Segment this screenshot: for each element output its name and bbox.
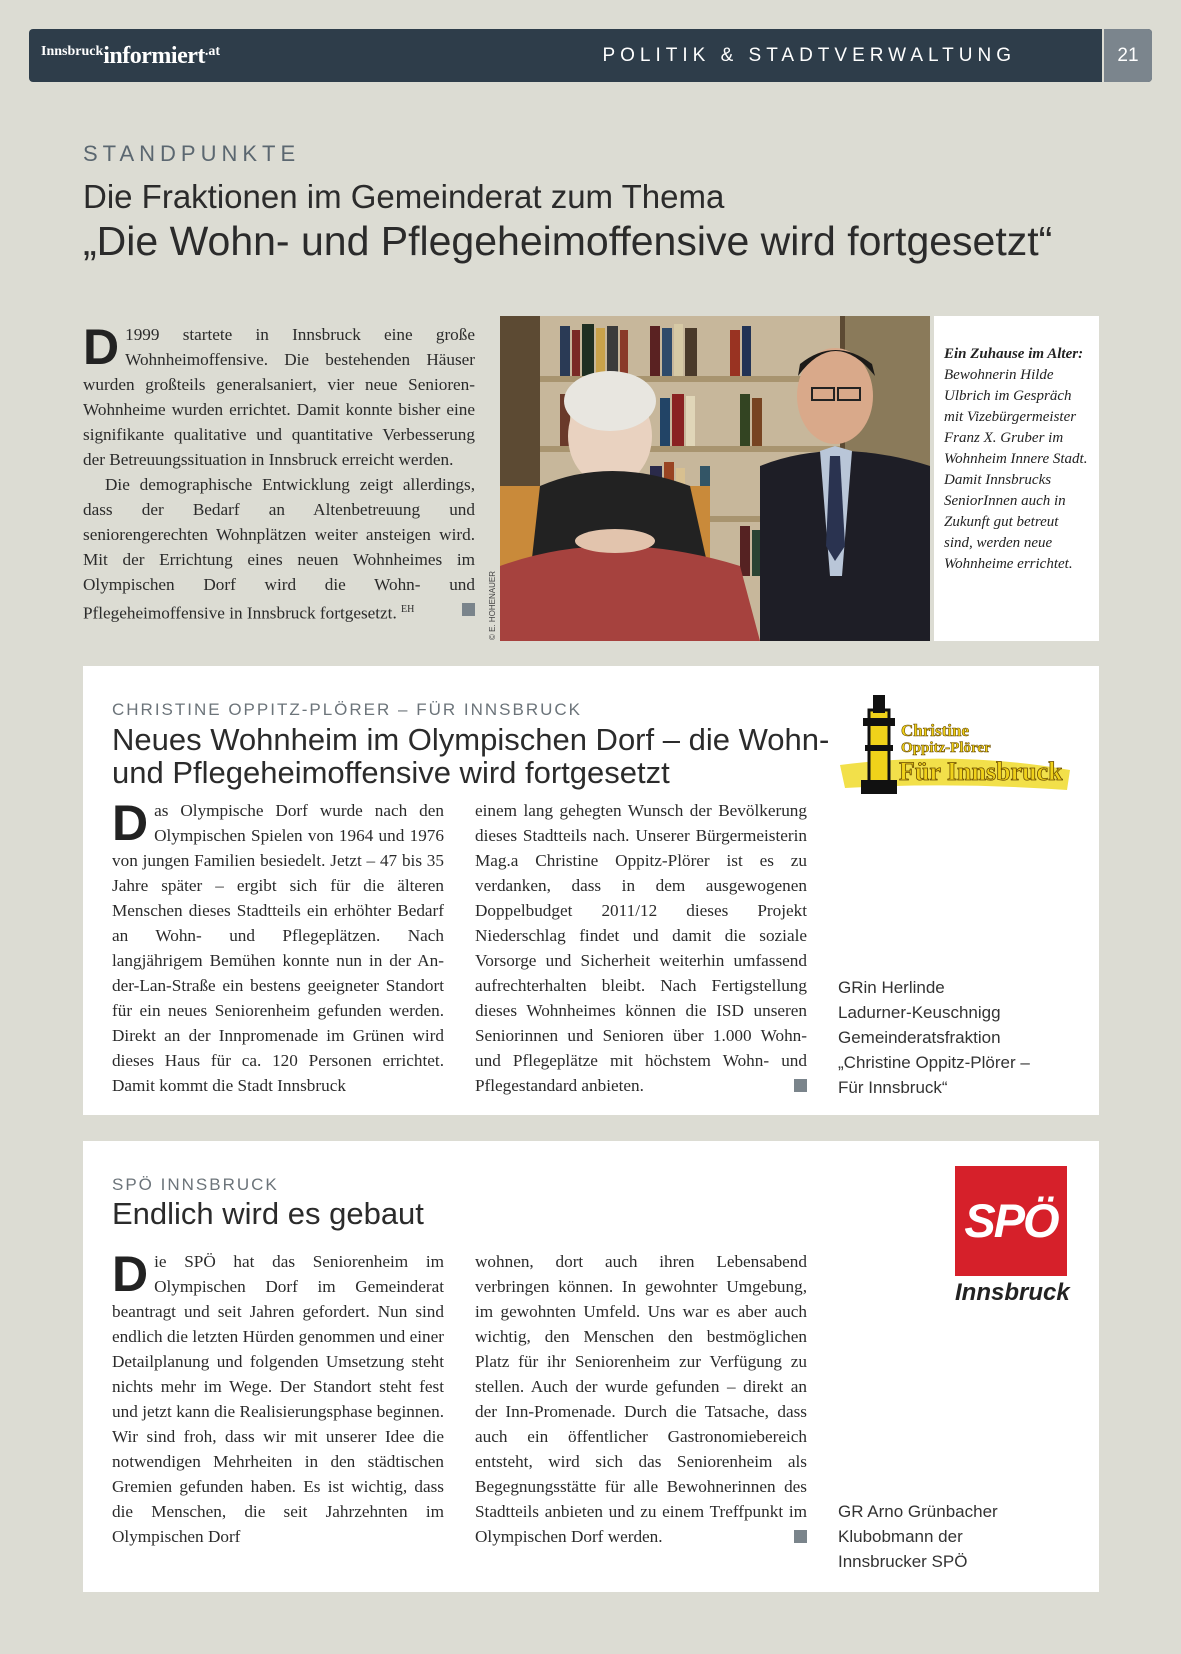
dropcap: D	[112, 1246, 149, 1302]
author-initials: EH	[401, 604, 415, 615]
box1-column-1: Das Olympische Dorf wurde nach den Olympischen Spielen von 1964 und 1976 von jungen Familien besiedelt. Jetzt – 47 bis 35 Jahre später – ergibt sich für die älteren Menschen dieses Stadtteils ein erhöhter Bedarf an Wohn- und Pflegeplätzen. Nach langjährigem Bemühen konnte nun in der An-der-Lan-Straße ein bestens geeigneter Standort für ein neues Seniorenheim gefunden werden. Direkt an der Innpromenade im Grünen wird dieses Haus für ca. 120 Personen errichtet. Damit kommt die Stadt Innsbruck	[112, 795, 444, 1095]
box2-kicker: SPÖ INNSBRUCK	[112, 1175, 279, 1194]
box2-column-1: Die SPÖ hat das Seniorenheim im Olympischen Dorf im Gemeinderat beantragt und seit Jahren gefordert. Nun sind endlich die letzten Hürden genommen und einer Detailplanung und folgenden Umsetzung steht nichts mehr im Wege. Der Standort steht fest und jetzt kann die Realisierungsphase beginnen. Wir sind froh, dass wir mit unserer Idee die notwendigen Mehrheiten in den städtischen Gremien gefunden haben. Es ist wichtig, dass die Menschen, die seit Jahrzehnten im Olympischen Dorf	[112, 1246, 444, 1546]
fuer-innsbruck-logo[interactable]	[835, 690, 1075, 800]
box1-signature: GRin Herlinde Ladurner-Keuschnigg Gemeinderatsfraktion „Christine Oppitz-Plörer – Für Innsbruck“	[838, 978, 1030, 1097]
brand-at: .at	[204, 44, 221, 59]
box1-column-2: einem lang gehegten Wunsch der Bevölkerung dieses Stadtteils nach. Unserer Bürgermeisterin Mag.a Christine Oppitz-Plörer ist es zu verdanken, dass in dem ausgewogenen Doppelbudget 2011/12 dieses Projekt Niederschlag findet und damit die soziale Vorsorge und Sicherheit weiterhin umfassend aufrechterhalten bleibt. Nach Fertigstellung dieses Wohnheimes können die ISD unseren Seniorinnen und Senioren über 1.000 Wohn- und Pflegeplätze mit höchstem Wohn- und Pflegestandard anbieten.	[475, 801, 807, 1095]
intro-paragraph-2: Die demographische Entwicklung zeigt allerdings, dass der Bedarf an Altenbetreuung und seniorengerechten Wohnplätzen weiter ansteigen wird. Mit der Errichtung eines neuen Wohnheimes im Olympischen Dorf wird die Wohn- und Pflegeheimoffensive in Innsbruck fortgesetzt. $^{EH}$	[83, 475, 475, 623]
photo-caption: Ein Zuhause im Alter: Bewohnerin Hilde Ulbrich im Gespräch mit Vizebürgermeister Franz X. Gruber im Wohnheim Innere Stadt. Damit Innsbrucks SeniorInnen auch in Zukunft gut betreut sind, werden neue Wohnheime errichtet.	[944, 346, 1088, 572]
dropcap: D	[83, 319, 120, 375]
end-square-icon	[462, 603, 475, 616]
photo-illustration	[500, 316, 930, 641]
intro-paragraph-1: D 1999 startete in Innsbruck eine große Wohnheimoffensive. Die bestehenden Häuser wurden großteils generalsaniert, vier neue Senioren-Wohnheime wurden errichtet. Damit konnte bisher eine signifikante qualitative und quantitative Verbesserung der Betreuungssituation in Innsbruck erreicht werden.	[83, 319, 475, 469]
logo-line3: Für Innsbruck	[899, 757, 1063, 786]
brand-logo[interactable]	[41, 43, 220, 70]
box2-column-2: wohnen, dort auch ihren Lebensabend verbringen können. In gewohnter Umgebung, im gewohnten Umfeld. Uns war es aber auch wichtig, den Menschen den bestmöglichen Platz für ihr Seniorenheim zur Verfügung zu stellen. Auch der wurde gefunden – direkt an der Inn-Promenade. Durch die Tatsache, dass auch ein öffentlicher Gastronomiebereich entsteht, wird sich das Seniorenheim als Begegnungsstätte für alle Bewohnerinnen des Stadtteils anbieten und zu einem Treffpunkt im Olympischen Dorf werden.	[475, 1252, 807, 1546]
brand-small: Innsbruck	[41, 44, 104, 59]
box1-kicker: CHRISTINE OPPITZ-PLÖRER – FÜR INNSBRUCK	[112, 700, 582, 719]
box2-signature: GR Arno Grünbacher Klubobmann der Innsbrucker SPÖ	[838, 1502, 998, 1571]
tower-logo-icon	[835, 690, 1075, 800]
header-bar	[29, 29, 1152, 82]
article-title-line2: „Die Wohn- und Pflegeheimoffensive wird fortgesetzt“	[83, 218, 1053, 264]
article-photo	[500, 316, 930, 641]
end-square-icon	[794, 1079, 807, 1092]
dropcap: D	[112, 795, 149, 851]
section-title: POLITIK & STADTVERWALTUNG	[602, 45, 1016, 66]
spoe-logo[interactable]	[955, 1166, 1070, 1307]
statement-box-spoe	[83, 1141, 1099, 1592]
logo-line2: Oppitz-Plörer	[901, 740, 991, 756]
brand-big: informiert	[103, 43, 205, 69]
photo-caption-box	[934, 316, 1099, 641]
photo-credit: © E. HOHENAUER	[488, 570, 497, 640]
box2-title: Endlich wird es gebaut	[112, 1196, 424, 1231]
spoe-logo-mark: SPÖ	[955, 1166, 1067, 1276]
page-number: 21	[1102, 29, 1152, 82]
article-title-line1: Die Fraktionen im Gemeinderat zum Thema	[83, 178, 725, 215]
logo-line1: Christine	[901, 721, 969, 740]
end-square-icon	[794, 1530, 807, 1543]
statement-box-fi	[83, 666, 1099, 1115]
article-kicker: STANDPUNKTE	[83, 141, 301, 166]
spoe-logo-text: Innsbruck	[955, 1279, 1070, 1306]
box1-title: Neues Wohnheim im Olympischen Dorf – die Wohn- und Pflegeheimoffensive wird fortgesetzt	[112, 722, 830, 790]
intro-text	[83, 319, 475, 626]
